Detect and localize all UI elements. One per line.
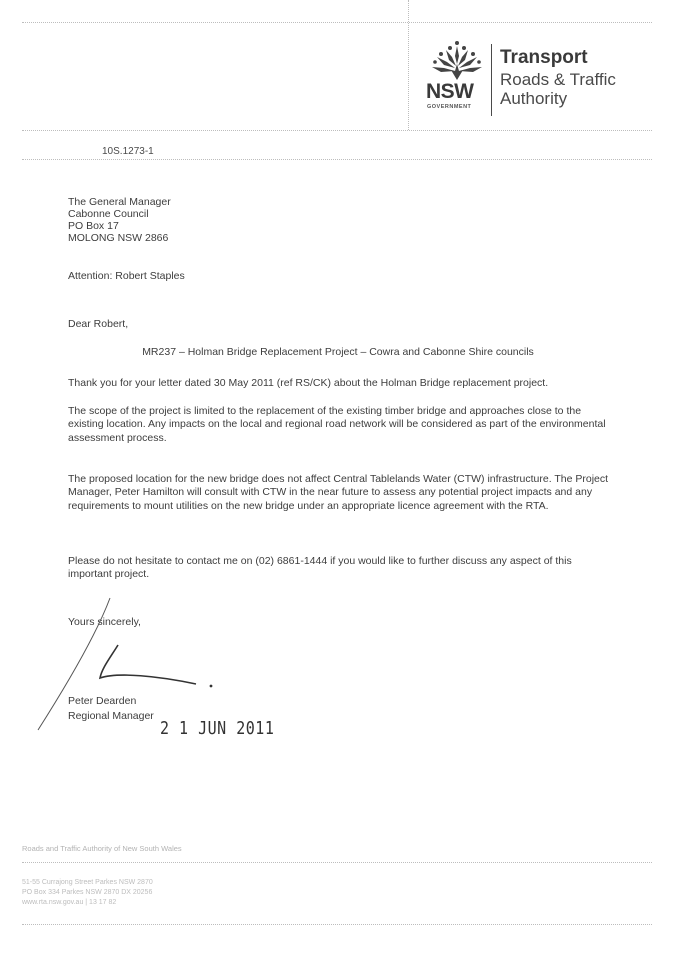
body-paragraph: The proposed location for the new bridge does not affect Central Tablelands Water (CTW) infrastructure. The Project Manager, Peter Hamilton will consult with CTW in the near future to assess any potential project impacts and any requirements to mount utilities on the new bridge under an appropriate licence agreement with the RTA.	[68, 473, 609, 512]
recipient-address	[68, 196, 171, 244]
attention-line: Attention: Robert Staples	[68, 270, 185, 282]
date-stamp: 2 1 JUN 2011	[160, 717, 275, 739]
brand-transport: Transport	[500, 47, 588, 68]
nsw-transport-logo	[425, 40, 645, 120]
subject-line: MR237 – Holman Bridge Replacement Project – Cowra and Cabonne Shire councils	[142, 346, 534, 358]
waratah-icon	[429, 40, 485, 82]
footer-address	[22, 878, 153, 908]
recipient-line: PO Box 17	[68, 220, 119, 232]
header-divider	[408, 0, 409, 130]
brand-roads-traffic: Roads & Traffic	[500, 70, 616, 89]
reference-rule	[22, 159, 652, 160]
salutation: Dear Robert,	[68, 318, 129, 330]
body-paragraph: Thank you for your letter dated 30 May 2011 (ref RS/CK) about the Holman Bridge replacement project.	[68, 377, 549, 389]
recipient-line: The General Manager	[68, 196, 171, 208]
nsw-wordmark: NSW	[426, 80, 474, 103]
footer-address-line: PO Box 334 Parkes NSW 2870 DX 20256	[22, 889, 153, 896]
government-label: GOVERNMENT	[427, 104, 472, 110]
header-rule-top	[22, 22, 652, 23]
signatory-title: Regional Manager	[68, 710, 154, 722]
footer-address-line: 51-55 Currajong Street Parkes NSW 2870	[22, 879, 153, 886]
footer-rule-1	[22, 862, 652, 863]
body-paragraph: Please do not hesitate to contact me on (02) 6861-1444 if you would like to further discuss any aspect of this important project.	[68, 555, 572, 581]
brand-authority: Authority	[500, 89, 568, 108]
logo-divider	[491, 44, 492, 116]
footer-organisation: Roads and Traffic Authority of New South Wales	[22, 844, 182, 853]
signatory-name: Peter Dearden	[68, 695, 137, 707]
letter-reference: 10S.1273-1	[102, 146, 154, 157]
header-rule-bottom	[22, 130, 652, 131]
recipient-line: Cabonne Council	[68, 208, 149, 220]
recipient-line: MOLONG NSW 2866	[68, 232, 169, 244]
footer-address-line: www.rta.nsw.gov.au | 13 17 82	[22, 899, 117, 906]
closing: Yours sincerely,	[68, 616, 141, 628]
footer-rule-2	[22, 924, 652, 925]
body-paragraph: The scope of the project is limited to the replacement of the existing timber bridge and approaches close to the existing location. Any impacts on the local and regional road network will be considered as part of the environmental assessment process.	[68, 405, 606, 444]
